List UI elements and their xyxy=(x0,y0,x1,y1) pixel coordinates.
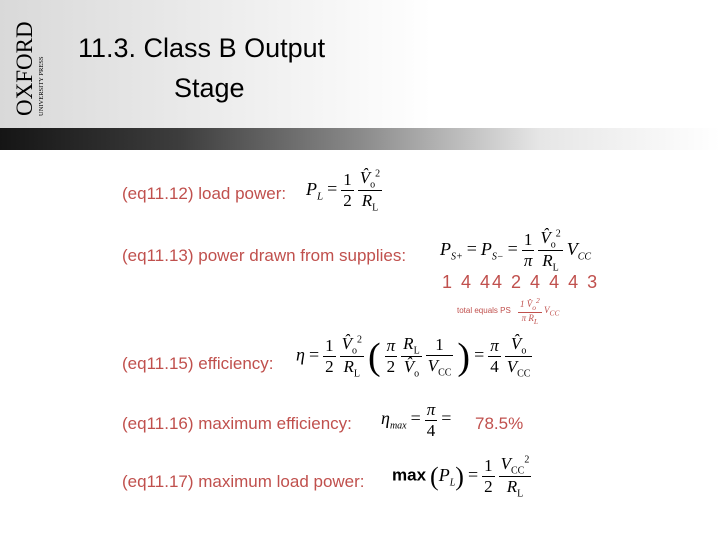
oxford-logo xyxy=(6,6,46,118)
equation-11-16-formula: $\eta_{max}$ = $\frac{\pi}{4}$ = xyxy=(381,400,452,440)
page-title xyxy=(78,28,398,108)
equation-label-11-15: (eq11.15) efficiency: xyxy=(122,354,274,373)
total-equals-note: total equals PS xyxy=(457,306,511,315)
equation-11-17-formula: $\max (P_L)$ = $\frac{1}{2}$ $\frac{V_{CC}^2}{R_L}$ xyxy=(392,454,530,500)
equation-label-11-16: (eq11.16) maximum efficiency: xyxy=(122,414,352,433)
max-efficiency-value: 78.5% xyxy=(475,414,524,433)
equation-label-11-12: (eq11.12) load power: xyxy=(122,184,287,203)
title-line-2: Stage xyxy=(174,73,245,103)
svg-text:UNIVERSITY PRESS: UNIVERSITY PRESS xyxy=(38,56,45,116)
equation-label-11-13: (eq11.13) power drawn from supplies: xyxy=(122,246,407,265)
equation-11-12-formula: $P_L$ = $\frac{1}{2}$ $\frac{V̂_o^2}{R_L}$ xyxy=(306,168,381,214)
svg-text:OXFORD: OXFORD xyxy=(12,21,37,116)
equation-11-13-formula: $P_{S+} = P_{S-}$ = $\frac{1}{\pi}$ $\frac{V̂_o^2}{R_L}$ $V_{CC}$ xyxy=(440,228,592,274)
garbled-overlay-text: 1 4 44 2 4 4 4 3 xyxy=(442,272,600,292)
header-divider-bar xyxy=(0,128,720,150)
title-line-1: 11.3. Class B Output xyxy=(78,33,326,63)
equation-11-15-formula: η = $\frac{1}{2}$ $\frac{V̂_o^2}{R_L}$ ( $\frac{\pi}{2}$ $\frac{R_L}{V̂_o}$ $\frac{1}{V_{CC}}$ ) = $\frac{\pi}{4}$ $\frac{V̂_o}{V_{CC}}$ xyxy=(296,334,531,380)
total-power-formula-small: $\frac{1 V̂_o^2}{\pi R_L}$ $V_{CC}$ xyxy=(520,296,560,326)
equation-label-11-17: (eq11.17) maximum load power: xyxy=(122,472,365,491)
